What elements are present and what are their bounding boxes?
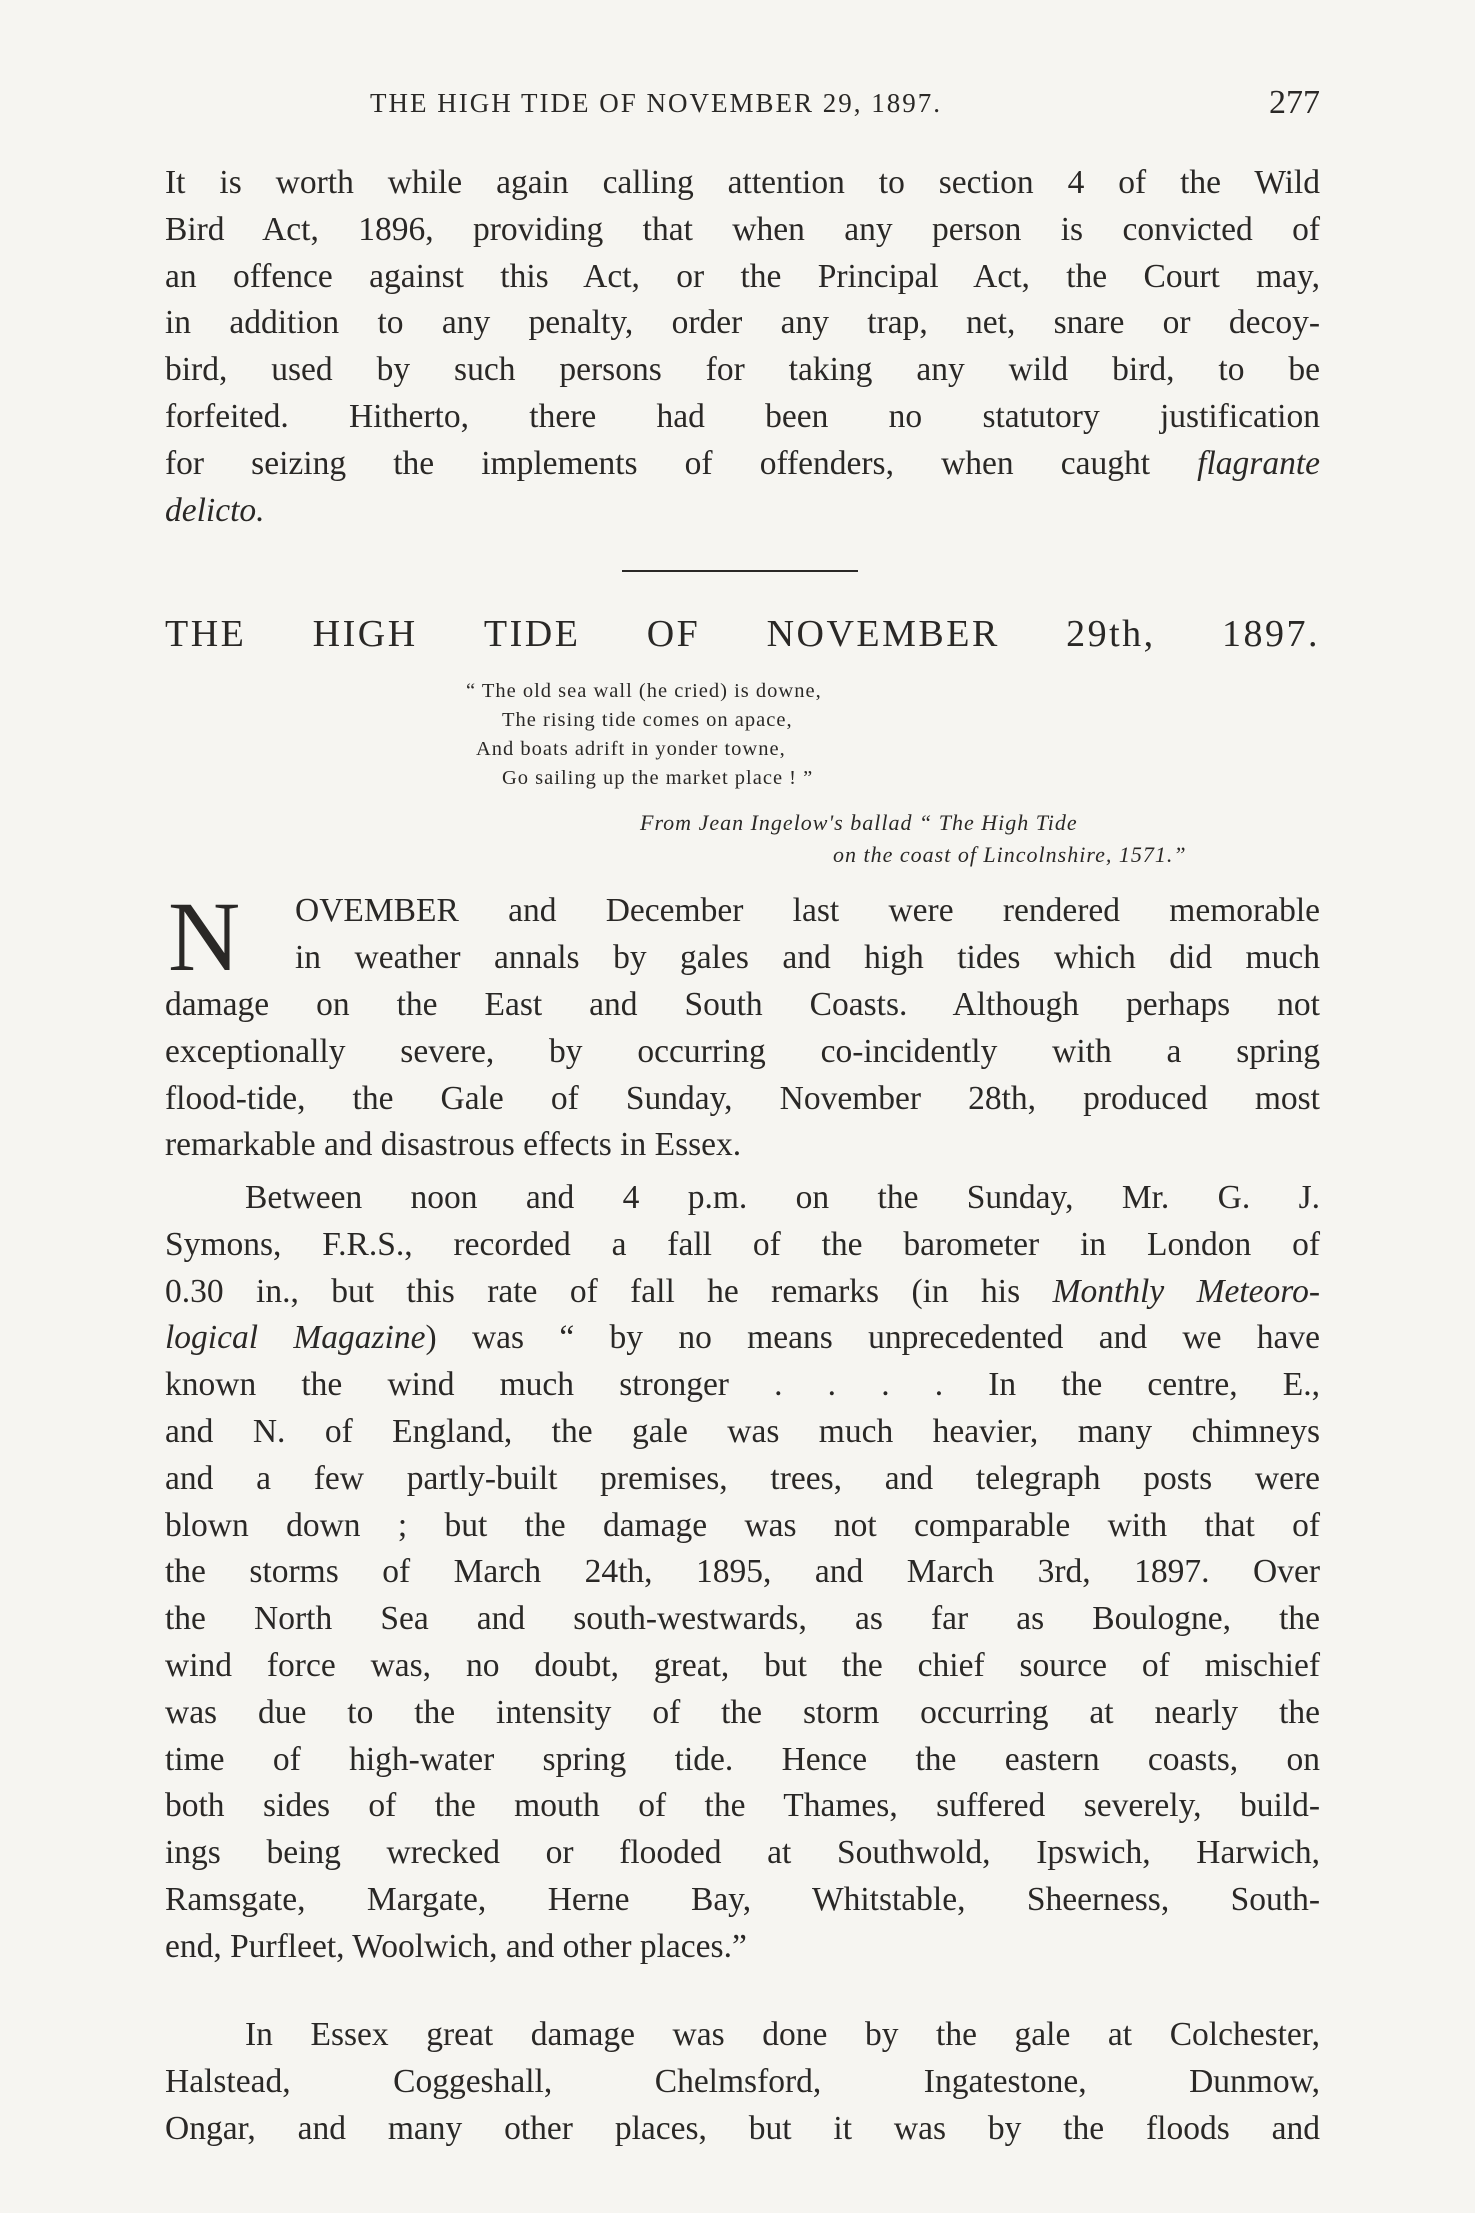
text-line: in weather annals by gales and high tides which did much — [295, 938, 1320, 976]
text-line: the storms of March 24th, 1895, and March 3rd, 1897. Over — [165, 1553, 1320, 1591]
attribution-line: From Jean Ingelow's ballad “ The High Tide — [640, 810, 1078, 835]
text-line: Between noon and 4 p.m. on the Sunday, Mr. G. J. — [245, 1179, 1320, 1216]
text-line: was due to the intensity of the storm occurring at nearly the — [165, 1693, 1320, 1731]
text-line: known the wind much stronger . . . . In the centre, E., — [165, 1366, 1320, 1404]
text-line: forfeited. Hitherto, there had been no statutory justification — [165, 397, 1320, 435]
paragraph-november-gales — [165, 982, 1320, 1169]
drop-cap: N — [168, 881, 241, 992]
text-line: in addition to any penalty, order any trap, net, snare or decoy- — [165, 304, 1320, 342]
text-line: Halstead, Coggeshall, Chelmsford, Ingatestone, Dunmow, — [165, 2062, 1320, 2100]
paragraph-essex-damage — [165, 2012, 1320, 2152]
text-line: an offence against this Act, or the Principal Act, the Court may, — [165, 257, 1320, 295]
paragraph-opening-lines — [295, 888, 1320, 982]
heading-word: OF — [646, 613, 701, 655]
paragraph-wild-bird-act — [165, 160, 1320, 534]
heading-word: 29th, — [1066, 613, 1156, 655]
epigraph-line: Go sailing up the market place ! ” — [502, 767, 814, 789]
text-line: OVEMBER and December last were rendered memorable — [295, 892, 1320, 929]
text-line: end, Purfleet, Woolwich, and other places.” — [165, 1927, 747, 1965]
heading-word: NOVEMBER — [766, 613, 1000, 655]
text-line: flood-tide, the Gale of Sunday, November 28th, produced most — [165, 1079, 1320, 1117]
text-line: blown down ; but the damage was not comparable with that of — [165, 1506, 1320, 1544]
text-line: wind force was, no doubt, great, but the chief source of mischief — [165, 1646, 1320, 1684]
running-title: THE HIGH TIDE OF NOVEMBER 29, 1897. — [370, 88, 942, 118]
section-divider — [622, 570, 858, 572]
text-line: bird, used by such persons for taking any wild bird, to be — [165, 351, 1320, 389]
text-line: and N. of England, the gale was much heavier, many chimneys — [165, 1412, 1320, 1450]
text-line: remarkable and disastrous effects in Essex. — [165, 1126, 742, 1164]
epigraph-line: And boats adrift in yonder towne, — [476, 738, 786, 760]
heading-word: 1897. — [1221, 613, 1320, 655]
text-line: and a few partly-built premises, trees, and telegraph posts were — [165, 1459, 1320, 1497]
text-line: damage on the East and South Coasts. Although perhaps not — [165, 986, 1320, 1023]
text-line: delicto. — [165, 491, 265, 529]
text-line: logical Magazine) was “ by no means unprecedented and we have — [165, 1319, 1320, 1357]
heading-word: TIDE — [483, 613, 581, 655]
epigraph-line: “ The old sea wall (he cried) is downe, — [466, 680, 822, 702]
text-line: ings being wrecked or flooded at Southwold, Ipswich, Harwich, — [165, 1834, 1320, 1872]
text-line: Ongar, and many other places, but it was by the floods and — [165, 2109, 1320, 2147]
epigraph-line: The rising tide comes on apace, — [502, 709, 793, 731]
heading-word: THE — [165, 613, 247, 655]
text-line: It is worth while again calling attention to section 4 of the Wild — [165, 164, 1320, 201]
text-line: Symons, F.R.S., recorded a fall of the barometer in London of — [165, 1225, 1320, 1263]
running-head — [165, 84, 1320, 128]
section-heading — [165, 612, 1320, 656]
text-line: time of high-water spring tide. Hence the eastern coasts, on — [165, 1740, 1320, 1778]
page-number: 277 — [1269, 84, 1320, 121]
epigraph — [466, 677, 822, 793]
text-line: 0.30 in., but this rate of fall he remarks (in his Monthly Meteoro- — [165, 1272, 1320, 1310]
text-line: for seizing the implements of offenders, when caught flagrante — [165, 444, 1320, 482]
text-line: the North Sea and south-westwards, as far as Boulogne, the — [165, 1600, 1320, 1638]
text-line: Ramsgate, Margate, Herne Bay, Whitstable, Sheerness, South- — [165, 1880, 1320, 1918]
epigraph-attribution — [640, 807, 1187, 871]
paragraph-symons-report — [165, 1175, 1320, 1971]
text-line: exceptionally severe, by occurring co-incidently with a spring — [165, 1032, 1320, 1070]
heading-word: HIGH — [312, 613, 418, 655]
attribution-line: on the coast of Lincolnshire, 1571.” — [833, 842, 1187, 867]
text-line: Bird Act, 1896, providing that when any person is convicted of — [165, 210, 1320, 248]
text-line: In Essex great damage was done by the gale at Colchester, — [245, 2016, 1320, 2053]
text-line: both sides of the mouth of the Thames, suffered severely, build- — [165, 1787, 1320, 1825]
